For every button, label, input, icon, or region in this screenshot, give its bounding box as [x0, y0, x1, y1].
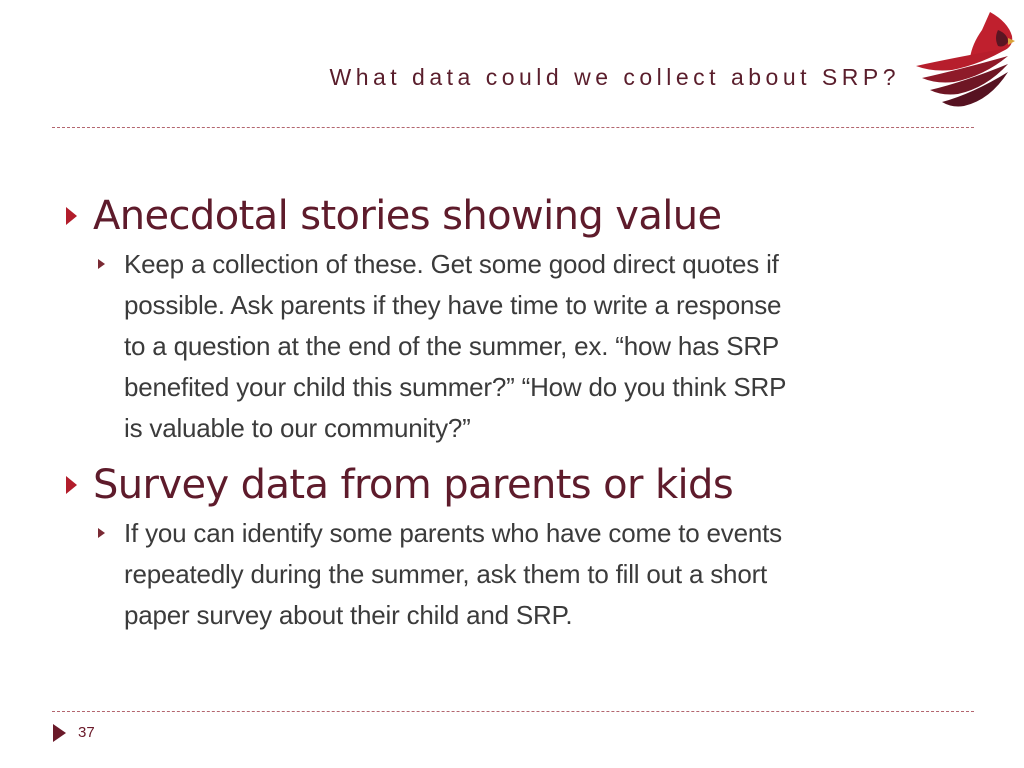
bullet-text-line: to a question at the end of the summer, ex. “how has SRP — [124, 331, 780, 361]
slide-title: What data could we collect about SRP? — [329, 64, 900, 90]
bullet-text-line: paper survey about their child and SRP. — [124, 600, 573, 630]
bullet-text-line: benefited your child this summer?” “How do you think SRP — [124, 372, 787, 402]
bullet-text-line: repeatedly during the summer, ask them to fill out a short — [124, 559, 768, 589]
bullet-text-line: Keep a collection of these. Get some good direct quotes if — [124, 249, 779, 279]
header-divider — [52, 127, 974, 128]
bullet-level1 — [60, 188, 960, 244]
bullet-text-line: is valuable to our community?” — [124, 413, 471, 443]
bullet-text-line: possible. Ask parents if they have time to write a response — [124, 290, 782, 320]
bullet-level2 — [124, 244, 960, 449]
cardinal-bird-logo-icon — [912, 8, 1016, 114]
bullet-level1 — [60, 457, 960, 513]
page-number: 37 — [78, 724, 95, 741]
small-triangle-right-icon — [98, 259, 105, 269]
bullet-text-line: If you can identify some parents who have come to events — [124, 518, 782, 548]
slide-body — [60, 188, 960, 644]
triangle-right-icon — [66, 476, 77, 494]
footer-divider — [52, 711, 974, 712]
triangle-right-icon — [66, 207, 77, 225]
small-triangle-right-icon — [98, 528, 105, 538]
bullet-heading: Survey data from parents or kids — [93, 462, 734, 508]
bullet-heading: Anecdotal stories showing value — [93, 193, 722, 239]
bullet-level2 — [124, 513, 960, 636]
triangle-right-icon — [53, 724, 66, 742]
